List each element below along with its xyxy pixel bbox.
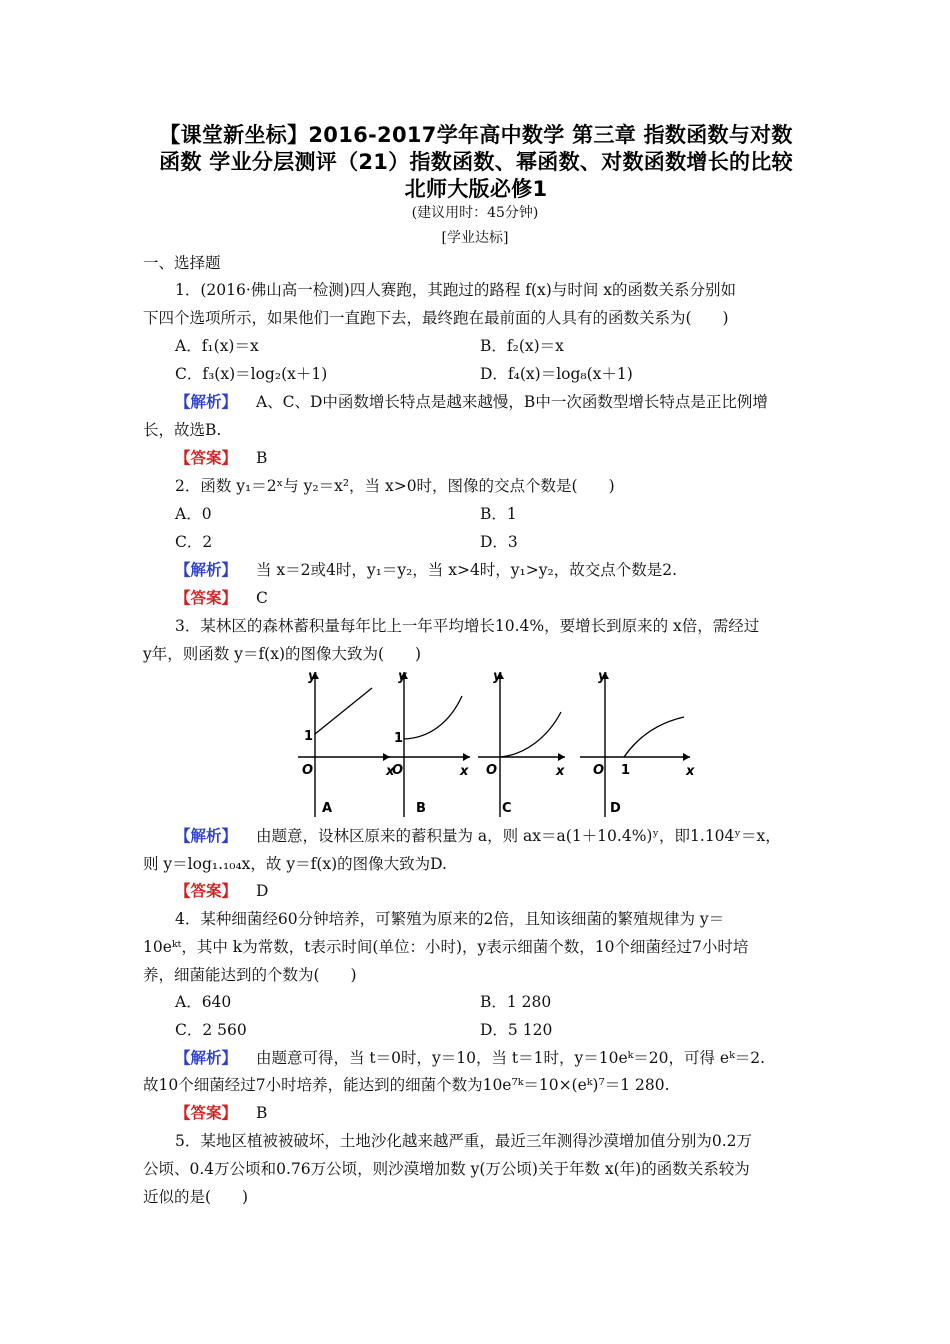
- q4-answer-value: B: [255, 1104, 268, 1122]
- q1-option-a: A．f₁(x)＝x: [175, 337, 259, 355]
- part-heading: 一、选择题: [143, 254, 221, 272]
- graph-a: [298, 669, 395, 817]
- graph-b-x-label: x: [460, 764, 469, 779]
- q1-stem-line-2: 下四个选项所示，如果他们一直跑下去，最终跑在最前面的人具有的函数关系为( ): [143, 309, 729, 327]
- q1-stem-line-1: 1．(2016·佛山高一检测)四人赛跑，其跑过的路程 f(x)与时间 x的函数关系分别如: [175, 281, 736, 299]
- graph-c-label: C: [502, 801, 512, 816]
- q4-stem-line-2: 10eᵏᵗ，其中 k为常数，t表示时间(单位：小时)，y表示细菌个数，10个细菌经过7小时培: [143, 938, 749, 956]
- graph-c-y-label: y: [493, 669, 502, 684]
- q3-analysis: [175, 826, 781, 846]
- q4-option-a: A．640: [175, 993, 232, 1011]
- graph-a-label: A: [322, 801, 333, 816]
- graph-d-mark: 1: [621, 763, 631, 778]
- graph-b-label: B: [416, 801, 426, 816]
- document-title: [120, 122, 832, 203]
- q2-answer: [175, 588, 268, 608]
- section-tag: [学业达标]: [441, 230, 509, 246]
- q5-stem-line-1: 5．某地区植被被破坏，土地沙化越来越严重，最近三年测得沙漠增加值分别为0.2万: [175, 1132, 753, 1150]
- graph-a-mark: 1: [304, 729, 314, 744]
- q3-answer-value: D: [255, 882, 269, 900]
- q1-analysis-text-2: 长，故选B.: [143, 421, 222, 439]
- graph-b-mark: 1: [394, 731, 404, 746]
- graph-b: [388, 669, 470, 817]
- title-line-2: 函数 学业分层测评（21）指数函数、幂函数、对数函数增长的比较: [159, 150, 793, 174]
- q2-answer-value: C: [255, 589, 268, 607]
- answer-label: 【答案】: [175, 449, 238, 467]
- q3-graphs-svg: [290, 662, 710, 822]
- q3-graph-options: [290, 662, 710, 822]
- q3-analysis-text-1: 由题意，设林区原来的蓄积量为 a，则 ax＝a(1＋10.4%)ʸ，即1.104ʸ＝x，: [255, 827, 781, 845]
- analysis-label: 【解析】: [175, 827, 238, 845]
- q4-option-d: D．5 120: [480, 1021, 553, 1039]
- q5-stem-line-2: 公顷、0.4万公顷和0.76万公顷，则沙漠增加数 y(万公顷)关于年数 x(年)的函数关系较为: [143, 1160, 750, 1178]
- graph-b-origin: O: [392, 763, 404, 778]
- q3-answer: [175, 881, 268, 901]
- q4-analysis: [175, 1048, 765, 1068]
- q4-option-c: C．2 560: [175, 1021, 247, 1039]
- graph-d-x-label: x: [686, 764, 695, 779]
- q4-stem-line-1: 4．某种细菌经60分钟培养，可繁殖为原来的2倍，且知该细菌的繁殖规律为 y＝: [175, 910, 725, 928]
- q4-option-b: B．1 280: [480, 993, 552, 1011]
- graph-c: [478, 669, 565, 817]
- q1-analysis: [175, 392, 768, 412]
- q5-stem-line-3: 近似的是( ): [143, 1188, 249, 1206]
- q3-stem-line-2: y年，则函数 y＝f(x)的图像大致为( ): [143, 645, 422, 663]
- analysis-label: 【解析】: [175, 1049, 238, 1067]
- q1-option-b: B．f₂(x)＝x: [480, 337, 564, 355]
- answer-label: 【答案】: [175, 589, 238, 607]
- answer-label: 【答案】: [175, 882, 238, 900]
- graph-d-label: D: [610, 801, 621, 816]
- q4-analysis-text-2: 故10个细菌经过7小时培养，能达到的细菌个数为10e⁷ᵏ＝10×(eᵏ)⁷＝1 280.: [143, 1076, 670, 1094]
- graph-a-origin: O: [302, 763, 314, 778]
- q4-stem-line-3: 养，细菌能达到的个数为( ): [143, 966, 357, 984]
- answer-label: 【答案】: [175, 1104, 238, 1122]
- graph-c-origin: O: [486, 763, 498, 778]
- q4-answer: [175, 1103, 267, 1123]
- graph-a-x-label: x: [386, 764, 395, 779]
- q1-answer-value: B: [255, 449, 268, 467]
- q3-stem-line-1: 3．某林区的森林蓄积量每年比上一年平均增长10.4%，要增长到原来的 x倍，需经过: [175, 617, 760, 635]
- graph-c-x-label: x: [556, 764, 565, 779]
- q3-analysis-text-2: 则 y＝log₁.₁₀₄x，故 y＝f(x)的图像大致为D.: [143, 855, 447, 873]
- graph-d-y-label: y: [598, 669, 607, 684]
- q1-analysis-text-1: A、C、D中函数增长特点是越来越慢，B中一次函数型增长特点是正比例增: [255, 393, 768, 411]
- q2-option-d: D．3: [480, 533, 518, 551]
- q1-answer: [175, 448, 267, 468]
- q2-option-c: C．2: [175, 533, 213, 551]
- title-line-1: 【课堂新坐标】2016-2017学年高中数学 第三章 指数函数与对数: [159, 123, 793, 147]
- title-line-3: 北师大版必修1: [404, 177, 548, 201]
- q2-option-b: B．1: [480, 505, 517, 523]
- q2-stem: 2．函数 y₁＝2ˣ与 y₂＝x²，当 x>0时，图像的交点个数是( ): [175, 477, 615, 495]
- analysis-label: 【解析】: [175, 393, 238, 411]
- graph-d: [580, 669, 695, 817]
- q1-option-d: D．f₄(x)＝log₈(x＋1): [480, 365, 633, 383]
- time-note: (建议用时：45分钟): [411, 205, 539, 221]
- graph-a-y-label: y: [308, 669, 317, 684]
- q2-option-a: A．0: [175, 505, 212, 523]
- q4-analysis-text-1: 由题意可得，当 t＝0时，y＝10，当 t＝1时，y＝10eᵏ＝20，可得 eᵏ＝2.: [255, 1049, 766, 1067]
- graph-b-y-label: y: [398, 669, 407, 684]
- q2-analysis: [175, 560, 677, 580]
- graph-d-origin: O: [593, 763, 605, 778]
- q1-option-c: C．f₃(x)＝log₂(x＋1): [175, 365, 328, 383]
- analysis-label: 【解析】: [175, 561, 238, 579]
- q2-analysis-text: 当 x＝2或4时，y₁＝y₂，当 x>4时，y₁>y₂，故交点个数是2.: [255, 561, 678, 579]
